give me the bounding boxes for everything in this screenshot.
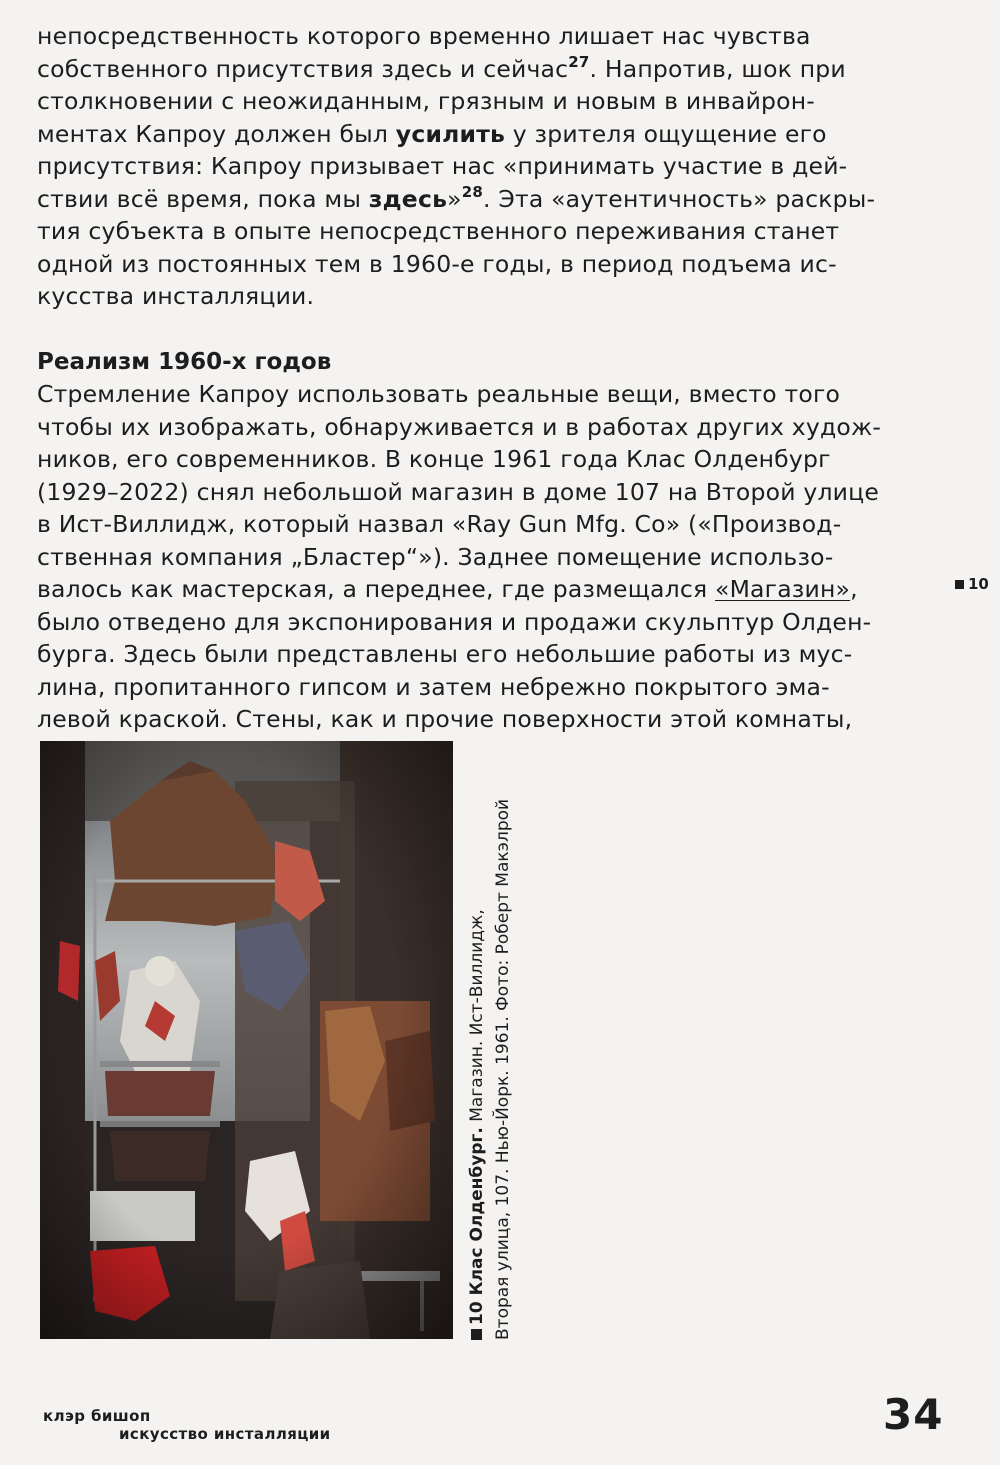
figure-title: Магазин. Ист-Виллидж,: [467, 909, 487, 1128]
figure-caption: [464, 760, 516, 1340]
square-marker-icon: [955, 580, 964, 589]
text-line: присутствия: Капроу призывает нас «принимать участие в дей-: [37, 152, 848, 180]
text-line: бурга. Здесь были представлены его небольшие работы из мус-: [37, 640, 853, 668]
paragraph-2: [37, 378, 882, 736]
text-line: ственная компания „Бластер“»). Заднее помещение использо-: [37, 542, 834, 571]
text-line: (1929–2022) снял небольшой магазин в доме 107 на Второй улице: [37, 477, 879, 506]
text-line: одной из постоянных тем в 1960-е годы, в период подъема ис-: [37, 249, 837, 278]
text-line: тия субъекта в опыте непосредственного переживания станет: [37, 217, 840, 245]
margin-figure-ref[interactable]: [955, 574, 989, 594]
text-line: чтобы их изображать, обнаруживается и в работах других худож-: [37, 412, 882, 441]
page-number: 34: [883, 1390, 944, 1439]
margin-ref-number: 10: [968, 575, 989, 593]
text-line: лина, пропитанного гипсом и затем небрежно покрытого эма-: [37, 672, 830, 701]
paragraph-1: [37, 20, 876, 313]
square-marker-icon: [471, 1329, 482, 1340]
text-line: Стремление Капроу использовать реальные вещи, вместо того: [37, 380, 841, 408]
text-line: в Ист-Виллидж, который назвал «Ray Gun Mfg. Co» («Производ-: [37, 510, 842, 538]
running-footer-author: клэр бишоп: [43, 1407, 151, 1425]
store-photo: [40, 741, 453, 1339]
footnote-ref-28[interactable]: 28: [461, 182, 483, 201]
caption-line-1: [464, 760, 490, 1340]
footnote-ref-27[interactable]: 27: [568, 52, 590, 71]
figure-artist: Клас Олденбург.: [467, 1127, 487, 1296]
text-line: ствии всё время, пока мы здесь»$^{28}$. Эта «аутентичность» раскры-: [37, 182, 876, 213]
text-line: было отведено для экспонирования и продажи скульптур Олден-: [37, 607, 872, 636]
section-heading: Реализм 1960-х годов: [37, 349, 332, 375]
text-line: ментах Капроу должен был усилить у зрителя ощущение его: [37, 119, 827, 148]
text-line: ников, его современников. В конце 1961 года Клас Олденбург: [37, 445, 831, 473]
text-line: валось как мастерская, а переднее, где размещался «Магазин»,: [37, 575, 858, 603]
figure-number: 10: [467, 1301, 487, 1325]
text-line: собственного присутствия здесь и сейчас$^{27}$. Напротив, шок при: [37, 52, 846, 83]
caption-line-2: Вторая улица, 107. Нью-Йорк. 1961. Фото: Роберт Макэлрой: [493, 798, 513, 1340]
text-line: столкновении с неожиданным, грязным и новым в инвайрон-: [37, 87, 815, 115]
store-photo-illustration: [40, 741, 453, 1339]
text-line: кусства инсталляции.: [37, 282, 315, 310]
figure-link-magazin[interactable]: «Магазин»: [715, 575, 851, 603]
text-line: непосредственность которого временно лишает нас чувства: [37, 22, 811, 50]
running-footer-book: искусство инсталляции: [119, 1425, 331, 1443]
text-line: левой краской. Стены, как и прочие поверхности этой комнаты,: [37, 705, 853, 733]
